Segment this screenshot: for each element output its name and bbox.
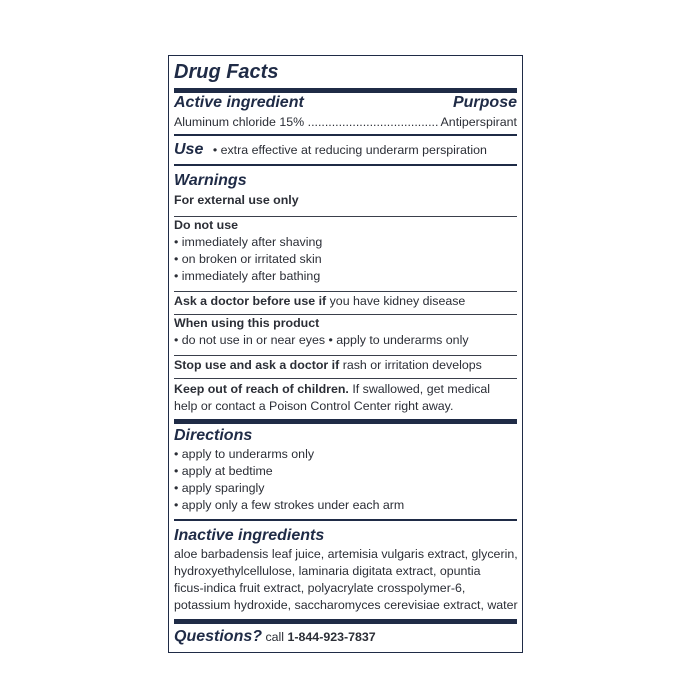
external-use-text: For external use only [174,193,299,207]
drug-facts-panel [168,55,523,653]
active-ingredient-name: Aluminum chloride 15% [174,115,305,129]
active-ingredient-heading: Active ingredient Purpose [174,94,517,111]
do-not-use-heading: Do not use [174,218,239,232]
list-item: • on broken or irritated skin [174,252,322,266]
inactive-ingredients-heading: Inactive ingredients [174,527,325,544]
questions-line: Questions? call 1-844-923-7837 [174,628,376,645]
rule-thin [174,164,517,166]
use-heading: Use [174,141,204,158]
rule-divider [174,355,517,356]
keep-out-line-1: Keep out of reach of children. If swallowed, get medical [174,382,491,396]
stop-use-line: Stop use and ask a doctor if rash or irritation develops [174,358,482,372]
rule-divider [174,378,517,379]
warnings-heading: Warnings [174,172,247,189]
list-item: • apply at bedtime [174,464,273,478]
use-text: • extra effective at reducing underarm perspiration [212,143,487,157]
phone-number: 1-844-923-7837 [287,630,376,644]
use-section [174,141,517,159]
list-item: • apply only a few strokes under each arm [174,498,405,512]
rule-thin [174,519,517,521]
keep-out-line-2: help or contact a Poison Control Center right away. [174,399,454,413]
when-using-heading: When using this product [174,316,320,330]
purpose-heading: Purpose [452,94,517,111]
inactive-line: potassium hydroxide, saccharomyces cerevisiae extract, water [174,598,518,612]
list-item: • immediately after bathing [174,269,321,283]
list-item: • apply to underarms only [174,447,315,461]
inactive-line: aloe barbadensis leaf juice, artemisia vulgaris extract, glycerin, [174,547,518,561]
list-item: • apply sparingly [174,481,265,495]
inactive-line: hydroxyethylcellulose, laminaria digitata extract, opuntia [174,564,481,578]
rule-thick [174,419,517,424]
rule-thin [174,134,517,136]
directions-heading: Directions [174,427,253,444]
when-using-text: • do not use in or near eyes • apply to underarms only [174,333,469,347]
list-item: • immediately after shaving [174,235,323,249]
active-ingredient-line [174,114,517,131]
ask-doctor-line: Ask a doctor before use if you have kidney disease [174,294,466,308]
rule-divider [174,291,517,292]
leader-dots: ...................................... [307,115,439,129]
questions-heading: Questions? [174,628,263,645]
drug-facts-title: Drug Facts [174,61,279,83]
rule-thick [174,619,517,624]
active-purpose: Antiperspirant [440,115,517,129]
inactive-line: ficus-indica fruit extract, polyacrylate crosspolymer-6, [174,581,466,595]
